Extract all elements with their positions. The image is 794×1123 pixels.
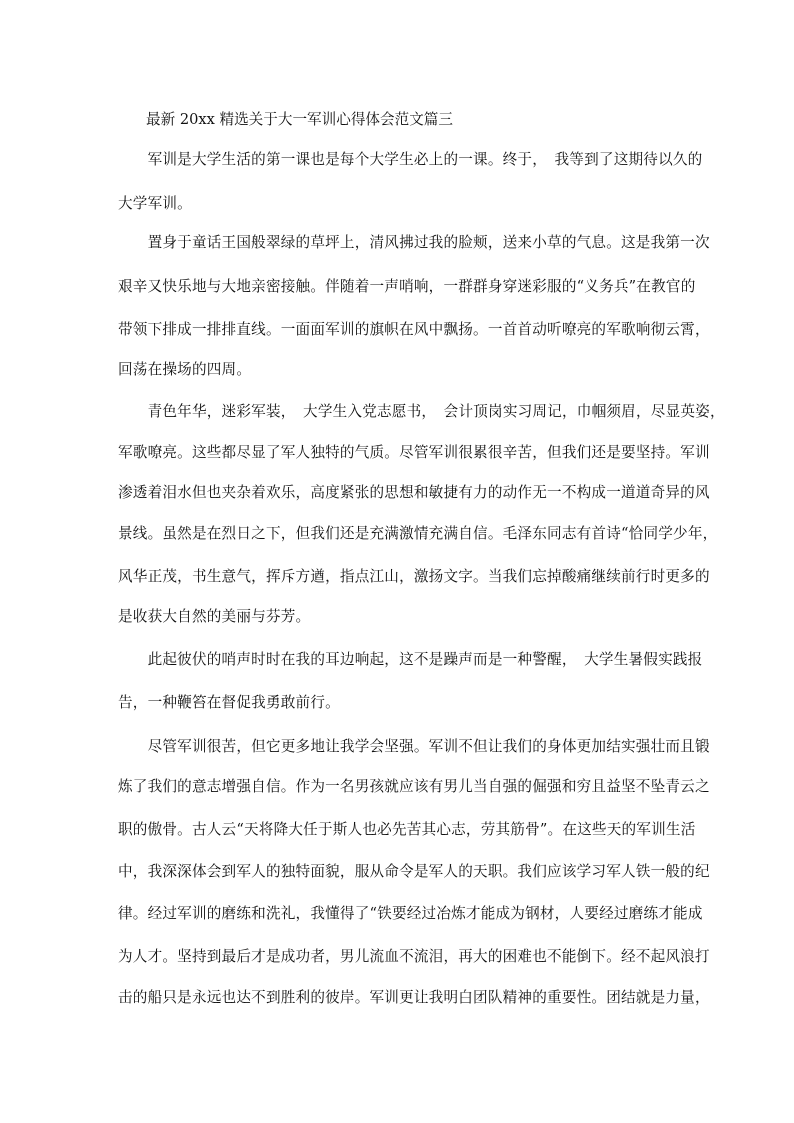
body-line: 律。经过军训的磨练和洗礼，我懂得了“铁要经过冶炼才能成为钢材，人要经过磨练才能成 — [118, 905, 703, 922]
document-title: 最新 20xx 精选关于大一军训心得体会范文篇三 — [146, 111, 453, 128]
body-line: 风华正茂，书生意气，挥斥方遒，指点江山，激扬文字。当我们忘掉酸痛继续前行时更多的 — [118, 568, 710, 585]
body-line: 渗透着泪水但也夹杂着欢乐，高度紧张的思想和敏捷有力的动作无一不构成一道道奇异的风 — [118, 484, 710, 501]
body-line: 尽管军训很苦，但它更多地让我学会坚强。军训不但让我们的身体更加结实强壮而且锻 — [118, 738, 710, 755]
body-line: 击的船只是永远也达不到胜利的彼岸。军训更让我明白团队精神的重要性。团结就是力量， — [118, 989, 710, 1006]
body-line: 炼了我们的意志增强自信。作为一名男孩就应该有男儿当自强的倔强和穷且益坚不坠青云之 — [118, 778, 710, 795]
body-line: 艰辛又快乐地与大地亲密接触。伴随着一声哨响，一群群身穿迷彩服的“义务兵”在教官的 — [118, 278, 696, 295]
body-line: 职的傲骨。古人云“天将降大任于斯人也必先苦其心志，劳其筋骨”。在这些天的军训生活 — [118, 821, 696, 838]
body-line: 青色年华，迷彩军装， 大学生入党志愿书， 会计顶岗实习周记，巾帼须眉，尽显英姿， — [118, 403, 725, 420]
body-line: 军训是大学生活的第一课也是每个大学生必上的一课。终于， 我等到了这期待以久的 — [118, 151, 703, 168]
body-line: 告，一种鞭笞在督促我勇敢前行。 — [118, 694, 340, 711]
body-line: 军歌嘹亮。这些都尽显了军人独特的气质。尽管军训很累很辛苦，但我们还是要坚持。军训 — [118, 444, 710, 461]
body-line: 为人才。坚持到最后才是成功者，男儿流血不流泪，再大的困难也不能倒下。经不起风浪打 — [118, 948, 710, 965]
body-line: 景线。虽然是在烈日之下，但我们还是充满激情充满自信。毛泽东同志有首诗“恰同学少年， — [118, 525, 718, 542]
body-line: 带领下排成一排排直线。一面面军训的旗帜在风中飘扬。一首首动听嘹亮的军歌响彻云霄， — [118, 321, 710, 338]
body-line: 是收获大自然的美丽与芬芳。 — [118, 608, 311, 625]
body-line: 回荡在操场的四周。 — [118, 361, 252, 378]
body-line: 此起彼伏的哨声时时在我的耳边响起，这不是躁声而是一种警醒， 大学生暑假实践报 — [118, 651, 703, 668]
body-line: 置身于童话王国般翠绿的草坪上，清风拂过我的脸颊，送来小草的气息。这是我第一次 — [118, 234, 710, 251]
body-line: 大学军训。 — [118, 195, 192, 212]
body-line: 中，我深深体会到军人的独特面貌，服从命令是军人的天职。我们应该学习军人铁一般的纪 — [118, 863, 710, 880]
